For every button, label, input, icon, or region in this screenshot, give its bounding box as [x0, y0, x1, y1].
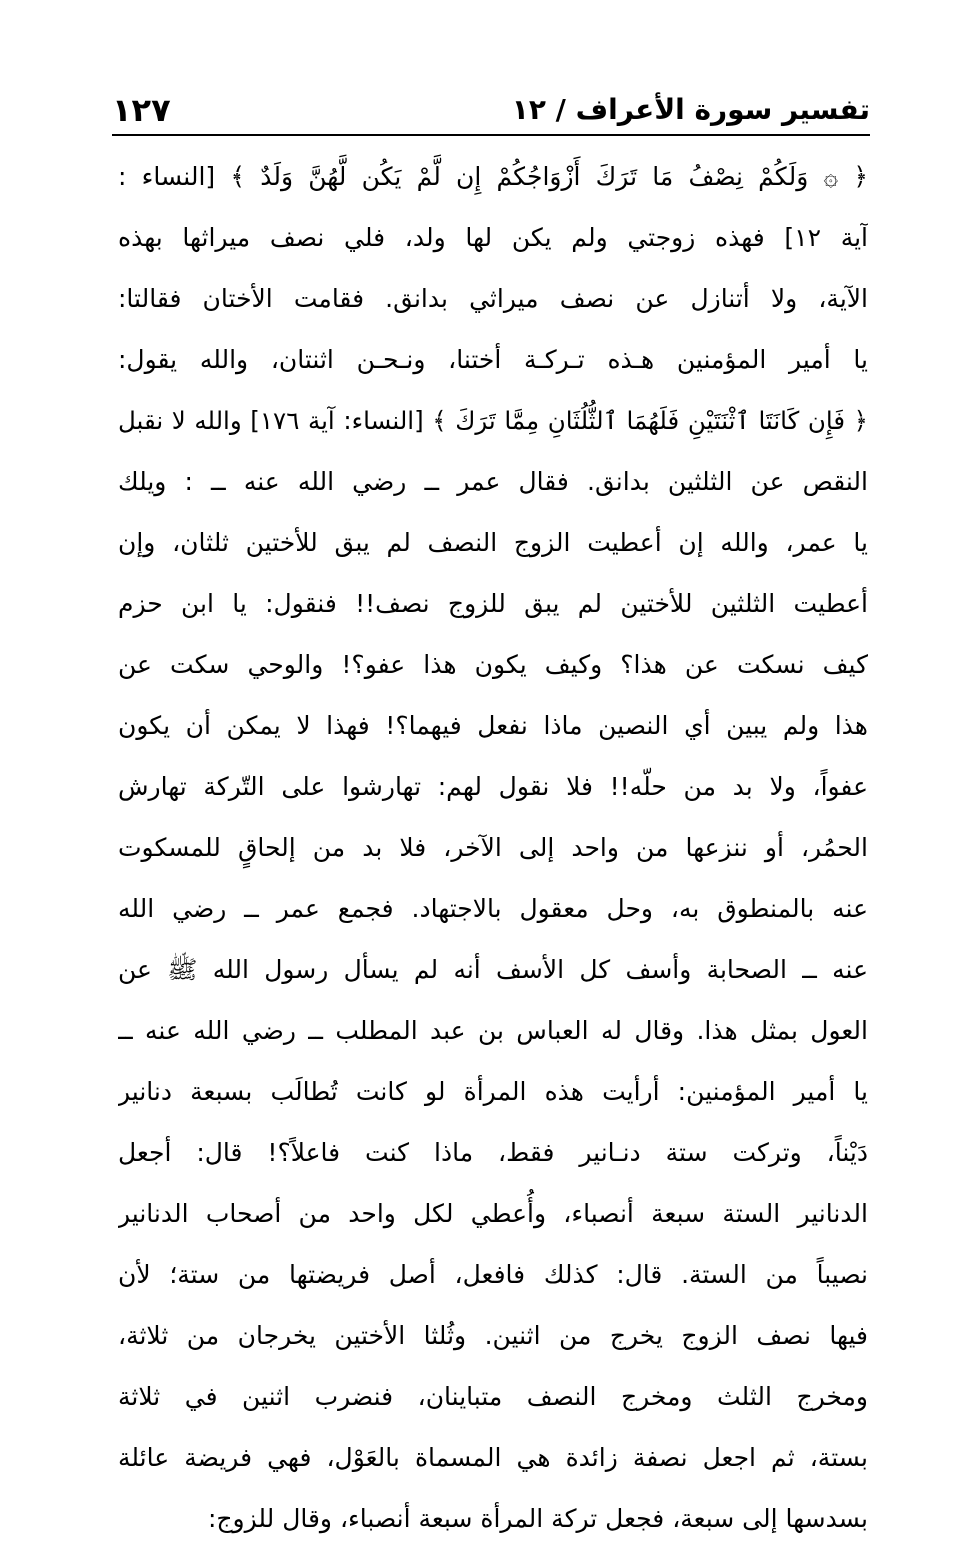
text-line: فيها نصف الزوج يخرج من اثنين. وثُلثا الأختين يخرجان من ثلاثة، [118, 1321, 868, 1350]
text-line: نصيباً من الستة. قال: كذلك فافعل، أصل فريضتها من ستة؛ لأن [118, 1260, 868, 1289]
text-line: عفواً، ولا بد من حلّه!! فلا نقول لهم: تهارشوا على التّركة تهارش [118, 772, 868, 801]
text-line: ﴿ فَإِن كَانَتَا ٱثْنَتَيْنِ فَلَهُمَا ٱلثُّلُثَانِ مِمَّا تَرَكَ ﴾ [النساء: آية ١٧٦] والله لا نقبل [118, 406, 868, 435]
text-line: يا أمير المؤمنين هـذه تـركـة أختنا، ونـحـن اثنتان، والله يقول: [118, 345, 868, 374]
text-line: يا أمير المؤمنين: أرأيت هذه المرأة لو كانت تُطالَب بسبعة دنانير [118, 1077, 868, 1106]
running-title: تفسير سورة الأعراف / ١٢ [511, 93, 870, 126]
text-line: دَيْناً، وتركت ستة دنـانير فقط، ماذا كنت فاعلاً؟! قال: أجعل [118, 1138, 868, 1167]
text-line: عنه ــ الصحابة وأسف كل الأسف أنه لم يسأل رسول الله ﷺ عن [118, 955, 868, 984]
text-line: بسدسها إلى سبعة، فجعل تركة المرأة سبعة أنصباء، وقال للزوج: [207, 1504, 868, 1533]
body-text [118, 146, 868, 1549]
text-line: عنه بالمنطوق به، وحل معقول بالاجتهاد. فجمع عمر ــ رضي الله [118, 894, 868, 923]
text-line: النقص عن الثلثين بدانق. فقال عمر ــ رضي الله عنه ــ : ويلك [118, 467, 868, 496]
text-line: أعطيت الثلثين للأختين لم يبق للزوج نصف!! فنقول: يا ابن حزم [118, 589, 868, 618]
text-line: الحمُر، أو ننزعها من واحد إلى الآخر، فلا بد من إلحاقٍ للمسكوت [118, 833, 868, 862]
text-line: ﴿ ۞ وَلَكُمْ نِصْفُ مَا تَرَكَ أَزْوَاجُكُمْ إِن لَّمْ يَكُن لَّهُنَّ وَلَدٌ ﴾ [النساء : [118, 162, 868, 191]
page-header [112, 88, 870, 140]
text-line: الدنانير الستة سبعة أنصباء، وأُعطي لكل واحد من أصحاب الدنانير [118, 1199, 868, 1228]
text-line: هذا ولم يبين أي النصين ماذا نفعل فيهما؟! فهذا لا يمكن أن يكون [118, 711, 868, 740]
text-line: كيف نسكت عن هذا؟ وكيف يكون هذا عفو؟! والوحي سكت عن [118, 650, 868, 679]
text-line: آية ١٢] فهذه زوجتي ولم يكن لها ولد، فلي نصف ميراثها بهذه [118, 223, 868, 252]
text-line: ومخرج الثلث ومخرج النصف متباينان، فنضرب اثنين في ثلاثة [118, 1382, 868, 1411]
text-line: بستة، ثم اجعل نصفة زائدة هي المسماة بالعَوْل، فهي فريضة عائلة [118, 1443, 868, 1472]
text-line: يا عمر، والله إن أعطيت الزوج النصف لم يبق للأختين ثلثان، وإن [118, 528, 868, 557]
header-divider [112, 134, 870, 136]
page-number: ١٢٧ [112, 91, 171, 129]
text-line: العول بمثل هذا. وقال له العباس بن عبد المطلب ــ رضي الله عنه ــ [118, 1016, 868, 1045]
text-line: الآية، ولا أتنازل عن نصف ميراثي بدانق. فقامت الأختان فقالتا: [118, 284, 868, 313]
